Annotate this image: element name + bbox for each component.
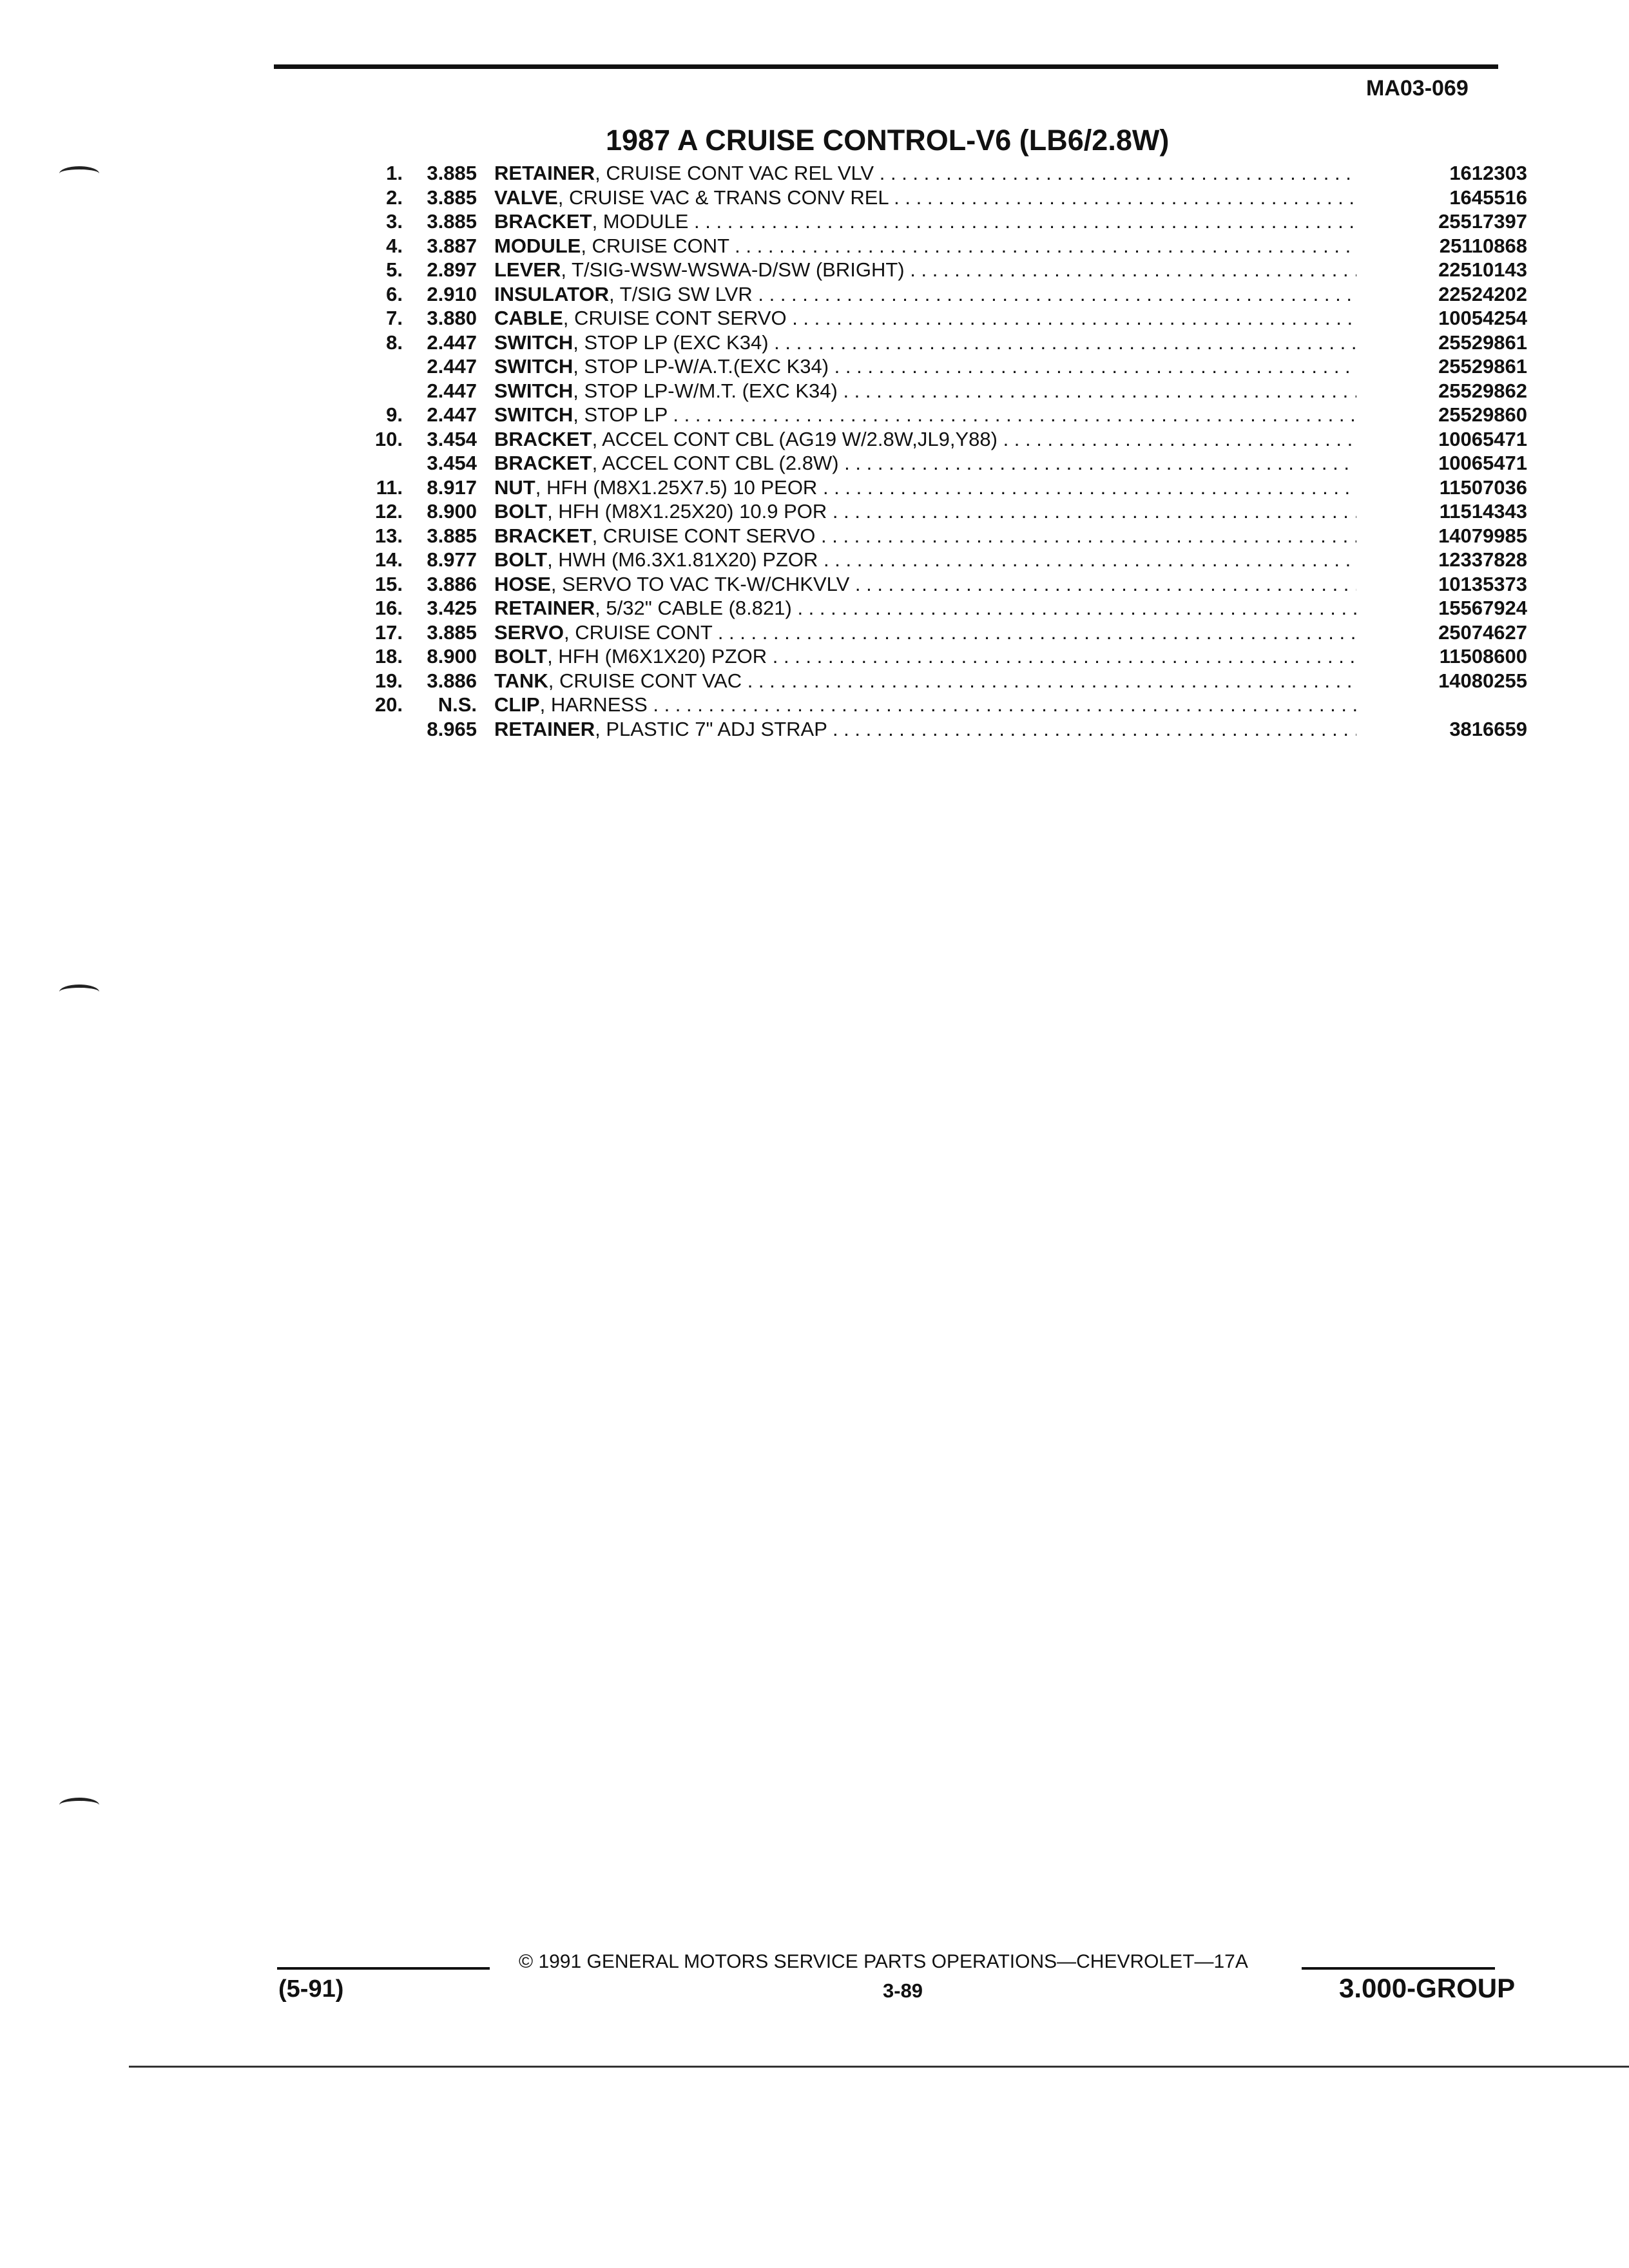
part-description xyxy=(494,427,1356,452)
reference-number: 20. xyxy=(374,693,403,716)
part-name: TANK xyxy=(494,669,548,692)
group-number: 2.447 xyxy=(427,331,477,354)
part-name: INSULATOR xyxy=(494,282,609,305)
parts-row xyxy=(322,596,1527,620)
part-description xyxy=(494,282,1356,307)
part-name: VALVE xyxy=(494,186,558,209)
part-description xyxy=(494,186,1356,210)
part-name: BOLT xyxy=(494,500,548,523)
reference-number: 5. xyxy=(386,258,403,281)
part-number: 11508600 xyxy=(1439,645,1527,668)
part-detail: , ACCEL CONT CBL (2.8W) . . . xyxy=(592,452,1356,474)
group-number: 8.900 xyxy=(427,500,477,523)
parts-row xyxy=(322,427,1527,452)
parts-row xyxy=(322,548,1527,572)
part-description xyxy=(494,524,1356,548)
reference-number: 6. xyxy=(386,282,403,305)
part-detail: , T/SIG SW LVR . . . xyxy=(609,283,1356,305)
part-description xyxy=(494,693,1356,717)
group-number: 2.447 xyxy=(427,355,477,378)
part-name: SWITCH xyxy=(494,379,574,402)
part-name: MODULE xyxy=(494,234,581,257)
part-description xyxy=(494,161,1356,186)
part-description xyxy=(494,669,1356,693)
part-description xyxy=(494,548,1356,572)
part-name: BRACKET xyxy=(494,210,592,233)
binder-hole-mark xyxy=(59,166,99,181)
part-number: 25074627 xyxy=(1438,620,1527,644)
reference-number: 17. xyxy=(374,620,403,644)
reference-number: 13. xyxy=(374,524,403,547)
group-number: 2.447 xyxy=(427,403,477,426)
part-name: BRACKET xyxy=(494,427,592,450)
parts-row xyxy=(322,717,1527,742)
parts-row xyxy=(322,451,1527,476)
part-number: 25110868 xyxy=(1439,234,1527,257)
binder-hole-mark xyxy=(59,1798,99,1812)
group-number: 2.910 xyxy=(427,282,477,305)
part-number: 25529862 xyxy=(1438,379,1527,402)
binder-hole-mark xyxy=(59,985,99,999)
part-name: BRACKET xyxy=(494,524,592,547)
part-number: 15567924 xyxy=(1438,597,1527,619)
copyright-notice: © 1991 GENERAL MOTORS SERVICE PARTS OPERATIONS—CHEVROLET—17A xyxy=(519,1951,1248,1972)
group-number: 2.447 xyxy=(427,379,477,402)
part-name: CABLE xyxy=(494,307,563,329)
parts-row xyxy=(322,693,1527,717)
part-detail: , STOP LP-W/A.T.(EXC K34) . . . xyxy=(573,355,1356,378)
group-number: 8.965 xyxy=(427,717,477,740)
reference-number: 16. xyxy=(374,597,403,619)
part-detail: , HARNESS . . . xyxy=(540,693,1356,716)
part-detail: , ACCEL CONT CBL (AG19 W/2.8W,JL9,Y88) . . . xyxy=(592,428,1356,450)
parts-row xyxy=(322,379,1527,403)
part-number: 25529861 xyxy=(1438,331,1527,354)
part-number: 10054254 xyxy=(1438,307,1527,329)
part-number: 10065471 xyxy=(1438,427,1527,450)
part-number: 25529860 xyxy=(1438,403,1527,426)
part-description xyxy=(494,403,1356,427)
part-name: LEVER xyxy=(494,258,561,281)
part-detail: , STOP LP-W/M.T. (EXC K34) . . . xyxy=(573,380,1356,402)
parts-list xyxy=(322,161,1527,741)
part-name: RETAINER xyxy=(494,162,595,184)
part-number: 1612303 xyxy=(1449,162,1527,184)
bottom-rule xyxy=(129,2066,1629,2068)
page-title: 1987 A CRUISE CONTROL-V6 (LB6/2.8W) xyxy=(606,124,1170,157)
parts-row xyxy=(322,669,1527,693)
parts-row xyxy=(322,524,1527,548)
group-label: 3.000-GROUP xyxy=(1339,1973,1516,2003)
reference-number: 1. xyxy=(386,162,403,184)
part-detail: , CRUISE CONT SERVO . . . xyxy=(592,524,1356,547)
part-number: 22524202 xyxy=(1438,282,1527,305)
reference-number: 14. xyxy=(374,548,403,571)
reference-number: 4. xyxy=(386,234,403,257)
reference-number: 3. xyxy=(386,210,403,233)
reference-number: 2. xyxy=(386,186,403,209)
group-number: 3.885 xyxy=(427,210,477,233)
part-description xyxy=(494,258,1356,282)
group-number: 3.425 xyxy=(427,597,477,619)
part-name: HOSE xyxy=(494,572,551,595)
footer-rule-right xyxy=(1302,1967,1495,1970)
parts-row xyxy=(322,403,1527,427)
part-number: 14079985 xyxy=(1438,524,1527,547)
footer-rule-left xyxy=(277,1967,490,1970)
part-number: 1645516 xyxy=(1449,186,1527,209)
parts-row xyxy=(322,476,1527,500)
part-description xyxy=(494,476,1356,500)
group-number: 3.454 xyxy=(427,427,477,450)
part-number: 12337828 xyxy=(1438,548,1527,571)
reference-number: 9. xyxy=(386,403,403,426)
part-name: BOLT xyxy=(494,548,548,571)
part-detail: , CRUISE CONT . . . xyxy=(564,621,1356,644)
group-number: 8.977 xyxy=(427,548,477,571)
parts-row xyxy=(322,161,1527,186)
part-description xyxy=(494,379,1356,403)
parts-row xyxy=(322,354,1527,379)
part-number: 11514343 xyxy=(1439,500,1527,523)
parts-row xyxy=(322,209,1527,234)
part-detail: , STOP LP . . . xyxy=(573,403,1356,426)
part-detail: , PLASTIC 7" ADJ STRAP . . . xyxy=(595,718,1356,740)
part-detail: , SERVO TO VAC TK-W/CHKVLV . . . xyxy=(551,573,1356,595)
top-rule xyxy=(274,64,1498,69)
parts-row xyxy=(322,620,1527,645)
parts-row xyxy=(322,331,1527,355)
parts-row xyxy=(322,306,1527,331)
group-number: 2.897 xyxy=(427,258,477,281)
group-number: 3.886 xyxy=(427,669,477,692)
parts-row xyxy=(322,499,1527,524)
part-number: 10135373 xyxy=(1438,572,1527,595)
parts-row xyxy=(322,644,1527,669)
part-description xyxy=(494,234,1356,258)
group-number: 3.887 xyxy=(427,234,477,257)
group-number: N.S. xyxy=(438,693,477,716)
part-detail: , CRUISE CONT SERVO . . . xyxy=(563,307,1356,329)
page-number: 3-89 xyxy=(883,1979,923,2002)
part-name: RETAINER xyxy=(494,717,595,740)
part-detail: , CRUISE VAC & TRANS CONV REL . . . xyxy=(558,186,1356,209)
part-detail: , HWH (M6.3X1.81X20) PZOR . . . xyxy=(547,548,1356,571)
reference-number: 10. xyxy=(374,427,403,450)
group-number: 3.886 xyxy=(427,572,477,595)
part-name: SERVO xyxy=(494,620,564,644)
group-number: 8.917 xyxy=(427,476,477,499)
part-name: SWITCH xyxy=(494,355,574,378)
part-detail: , T/SIG-WSW-WSWA-D/SW (BRIGHT) . . . xyxy=(561,258,1356,281)
parts-row xyxy=(322,234,1527,258)
part-name: SWITCH xyxy=(494,403,574,426)
group-number: 3.885 xyxy=(427,162,477,184)
part-number: 25517397 xyxy=(1438,210,1527,233)
part-description xyxy=(494,620,1356,645)
parts-row xyxy=(322,186,1527,210)
part-name: CLIP xyxy=(494,693,540,716)
group-number: 3.885 xyxy=(427,186,477,209)
part-number: 11507036 xyxy=(1439,476,1527,499)
group-number: 3.454 xyxy=(427,452,477,474)
reference-number: 7. xyxy=(386,307,403,329)
part-description xyxy=(494,209,1356,234)
part-description xyxy=(494,354,1356,379)
part-detail: , HFH (M8X1.25X20) 10.9 POR . . . xyxy=(547,500,1356,523)
part-detail: , HFH (M8X1.25X7.5) 10 PEOR . . . xyxy=(535,476,1356,499)
parts-row xyxy=(322,572,1527,597)
part-number: 25529861 xyxy=(1438,355,1527,378)
part-description xyxy=(494,572,1356,597)
reference-number: 11. xyxy=(376,476,403,499)
part-name: RETAINER xyxy=(494,597,595,619)
part-detail: , HFH (M6X1X20) PZOR . . . xyxy=(547,645,1356,668)
part-description xyxy=(494,717,1356,742)
reference-number: 15. xyxy=(374,572,403,595)
part-detail: , CRUISE CONT VAC REL VLV . . . xyxy=(595,162,1356,184)
reference-number: 8. xyxy=(386,331,403,354)
reference-number: 18. xyxy=(374,645,403,668)
parts-row xyxy=(322,258,1527,282)
document-code: MA03-069 xyxy=(1366,76,1469,101)
part-description xyxy=(494,451,1356,476)
group-number: 3.885 xyxy=(427,620,477,644)
part-detail: , CRUISE CONT . . . xyxy=(581,235,1356,257)
part-detail: , MODULE . . . xyxy=(592,210,1356,233)
part-detail: , STOP LP (EXC K34) . . . xyxy=(573,331,1356,354)
reference-number: 12. xyxy=(374,500,403,523)
parts-row xyxy=(322,282,1527,307)
part-name: SWITCH xyxy=(494,331,574,354)
part-description xyxy=(494,596,1356,620)
part-number: 22510143 xyxy=(1438,258,1527,281)
part-description xyxy=(494,306,1356,331)
part-description xyxy=(494,644,1356,669)
part-detail: , 5/32" CABLE (8.821) . . . xyxy=(595,597,1356,619)
edition-date: (5-91) xyxy=(278,1975,344,2003)
reference-number: 19. xyxy=(374,669,403,692)
group-number: 3.885 xyxy=(427,524,477,547)
part-number: 3816659 xyxy=(1449,717,1527,740)
part-description xyxy=(494,331,1356,355)
part-name: BRACKET xyxy=(494,452,592,474)
group-number: 3.880 xyxy=(427,307,477,329)
part-description xyxy=(494,499,1356,524)
group-number: 8.900 xyxy=(427,645,477,668)
part-number: 10065471 xyxy=(1438,452,1527,474)
part-number: 14080255 xyxy=(1438,669,1527,692)
part-name: NUT xyxy=(494,476,535,499)
part-name: BOLT xyxy=(494,645,548,668)
part-detail: , CRUISE CONT VAC . . . xyxy=(548,669,1356,692)
